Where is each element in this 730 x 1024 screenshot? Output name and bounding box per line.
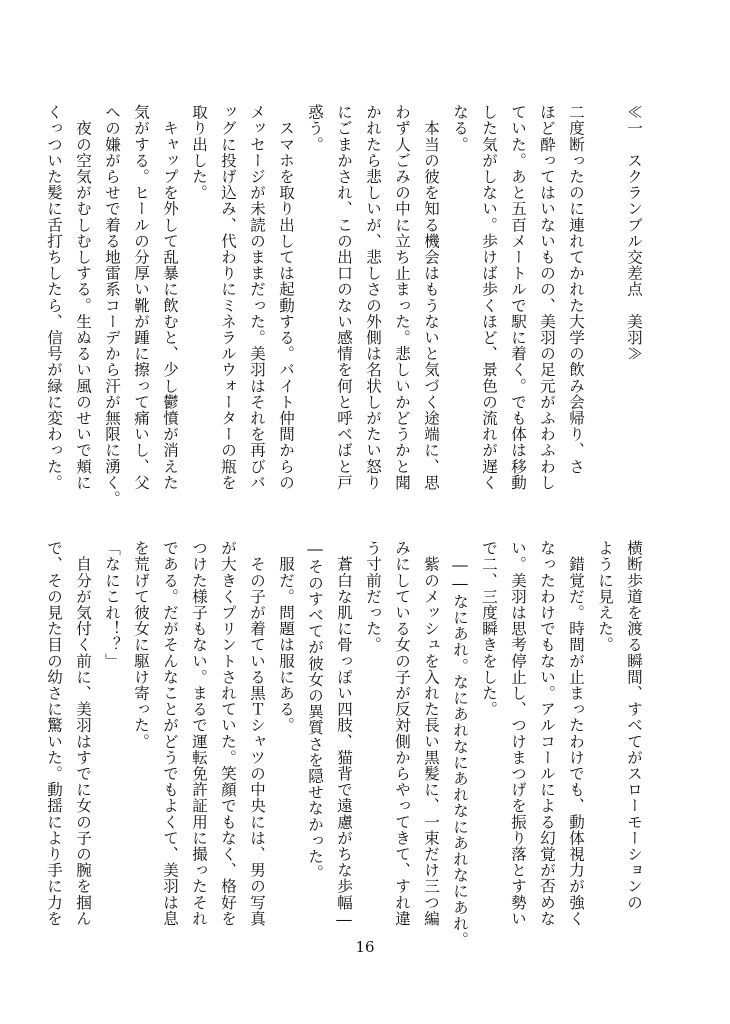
text-column: 気がする。ヒールの分厚い靴が踵に擦って痛いし、父 [132,104,150,491]
text-column: 取り出した。 [190,104,208,201]
text-column: なる。 [451,104,469,153]
text-column: なったわけでもない。アルコールによる幻覚が否めな [538,540,556,927]
page-number: 16 [355,938,375,956]
text-column [590,104,619,479]
text-column: で二、三度瞬きをした。 [480,540,498,718]
text-column: を荒げて彼女に駆け寄った。 [132,540,150,750]
text-column: う寸前だった。 [364,540,382,653]
text-column: ―そのすべてが彼女の異質さを隠せなかった。 [306,540,324,881]
text-column: で、その見た目の幼さに驚いた。動揺により手に力を [45,540,63,927]
text-column: が大きくプリントされていた。笑顔でもなく、格好を [219,540,237,927]
text-column: である。だがそんなことがどうでもよくて、美羽は息 [161,540,179,927]
text-column: 「なにこれ！？」 [103,540,121,669]
text-column: 服だ。問題は服にある。 [277,540,295,734]
text-column: 本当の彼を知る機会はもうないと気づく途端に、思 [422,104,440,491]
text-column: 錯覚だ。時間が止まったわけでも、動体視力が強く [567,540,585,927]
text-column: ほど酔ってはいないものの、美羽の足元がふわふわし [538,104,556,491]
text-column: ように見えた。 [596,540,614,653]
text-column: い。美羽は思考停止し、つけまつげを振り落とす勢い [509,540,527,927]
text-column: 二度断ったのに連れてかれた大学の飲み会帰り、さ [567,104,585,475]
text-column: 夜の空気がむしむしする。生ぬるい風のせいで頬に [74,104,92,491]
text-column: 蒼白な肌に骨っぽい四肢、猫背で遠慮がちな歩幅― [335,540,353,929]
text-column: スマホを取り出しては起動する。バイト仲間からの [277,104,295,491]
text-column: ていた。あと五百メートルで駅に着く。でも体は移動 [509,104,527,491]
text-column: にごまかされ、この出口のない感情を何と呼べばと戸 [335,104,353,491]
text-column: みにしている女の子が反対側からやってきて、すれ違 [393,540,411,927]
text-column: 自分が気付く前に、美羽はすでに女の子の腕を掴ん [74,540,92,927]
text-column: への嫌がらせで着る地雷系コーデから汗が無限に湧く。 [103,104,121,507]
text-column: 横断歩道を渡る瞬間、すべてがスローモーションの [625,540,643,911]
text-column: ≪一 スクランブル交差点 美羽≫ [625,104,643,362]
text-column: その子が着ている黒Ｔシャツの中央には、男の写真 [248,540,266,927]
text-column: 紫のメッシュを入れた長い黒髪に、一束だけ三つ編 [422,540,440,927]
text-column: わず人ごみの中に立ち止まった。悲しいかどうかと聞 [393,104,411,491]
text-column: 惑う。 [306,104,324,153]
text-column: ッグに投げ込み、代わりにミネラルウォーターの瓶を [219,104,237,491]
text-column: つけた様子もない。まるで運転免許証用に撮ったそれ [190,540,208,927]
text-column: かれたら悲しいが、悲しさの外側は名状しがたい怒り [364,104,382,491]
text-column: メッセージが未読のままだった。美羽はそれを再びバ [248,104,266,491]
text-column: した気がしない。歩けば歩くほど、景色の流れが遅く [480,104,498,491]
text-column: キャップを外して乱暴に飲むと、少し鬱憤が消えた [161,104,179,491]
text-column: ――なにあれ。なにあれなにあれなにあれなにあれ。 [451,540,469,948]
text-column: くっついた髪に舌打ちしたら、信号が緑に変わった。 [45,104,63,491]
upper-text-block [39,104,648,507]
